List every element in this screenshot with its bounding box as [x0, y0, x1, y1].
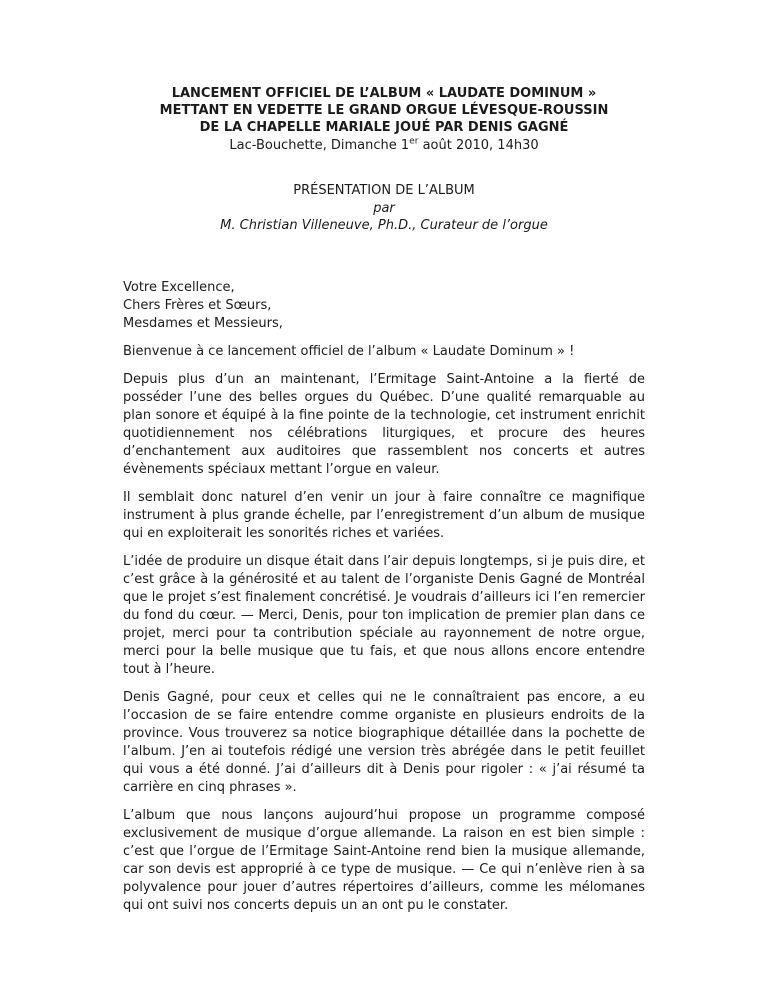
paragraph-3: L’idée de produire un disque était dans l’air depuis longtemps, si je puis dire, et c’est grâce à la générosité et au talent de l’organiste Denis Gagné de Montréal que le projet s’est finalement concrétisé. Je voudrais d’ailleurs ici l’en remercier du fond du cœur. — Merci, Denis, pour ton implication de premier plan dans ce projet, merci pour ta contribution spéciale au rayonnement de notre orgue, merci pour la belle musique que tu fais, et que nous allons encore entendre tout à l’heure.: [123, 553, 645, 677]
dateline-suffix: août 2010, 14h30: [418, 138, 539, 153]
dateline: [123, 137, 645, 155]
title-line-1: LANCEMENT OFFICIEL DE L’ALBUM « LAUDATE DOMINUM »: [171, 86, 597, 101]
salutation-line-2: Chers Frères et Sœurs,: [123, 297, 272, 313]
title-line-3: DE LA CHAPELLE MARIALE JOUÉ PAR DENIS GAGNÉ: [199, 120, 569, 135]
presentation-byline: par: [373, 200, 395, 216]
presentation-heading: PRÉSENTATION DE L’ALBUM: [293, 183, 475, 198]
presentation-author: M. Christian Villeneuve, Ph.D., Curateur de l’orgue: [220, 218, 548, 233]
paragraph-4: Denis Gagné, pour ceux et celles qui ne le connaîtraient pas encore, a eu l’occasion de se faire entendre comme organiste en plusieurs endroits de la province. Vous trouverez sa notice biographique détaillée dans la pochette de l’album. J’en ai toutefois rédigé une version très abrégée dans le petit feuillet qui vous a été donné. J’ai d’ailleurs dit à Denis pour rigoler : « j’ai résumé ta carrière en cinq phrases ».: [123, 689, 645, 795]
document-header: [123, 85, 645, 155]
document-title: [123, 85, 645, 136]
paragraph-5: L’album que nous lançons aujourd’hui propose un programme composé exclusivement de musique d’orgue allemande. La raison en est bien simple : c’est que l’orgue de l’Ermitage Saint-Antoine rend bien la musique allemande, car son devis est approprié à ce type de musique. — Ce qui n’enlève rien à sa polyvalence pour jouer d’autres répertoires d’ailleurs, comme les mélomanes qui ont suivi nos concerts depuis un an ont pu le constater.: [123, 807, 645, 913]
paragraph-2: Il semblait donc naturel d’en venir un jour à faire connaître ce magnifique instrument à plus grande échelle, par l’enregistrement d’un album de musique qui en exploiterait les sonorités riches et variées.: [123, 489, 645, 541]
dateline-prefix: Lac-Bouchette, Dimanche 1: [229, 138, 410, 153]
document-body: [123, 343, 645, 915]
paragraph-welcome: Bienvenue à ce lancement officiel de l’album « Laudate Dominum » !: [123, 343, 575, 359]
presentation-block: [123, 182, 645, 235]
salutation-line-3: Mesdames et Messieurs,: [123, 315, 283, 331]
title-line-2: METTANT EN VEDETTE LE GRAND ORGUE LÉVESQUE-ROUSSIN: [159, 103, 609, 118]
dateline-ordinal-superscript: er: [409, 136, 419, 147]
salutation-block: [123, 279, 645, 333]
paragraph-1: Depuis plus d’un an maintenant, l’Ermitage Saint-Antoine a la fierté de posséder l’une des belles orgues du Québec. D’une qualité remarquable au plan sonore et équipé à la fine pointe de la technologie, cet instrument enrichit quotidiennement nos célébrations liturgiques, et procure des heures d’enchantement aux auditoires que rassemblent nos concerts et autres évènements spéciaux mettant l’orgue en valeur.: [123, 371, 645, 477]
salutation-line-1: Votre Excellence,: [123, 279, 235, 295]
